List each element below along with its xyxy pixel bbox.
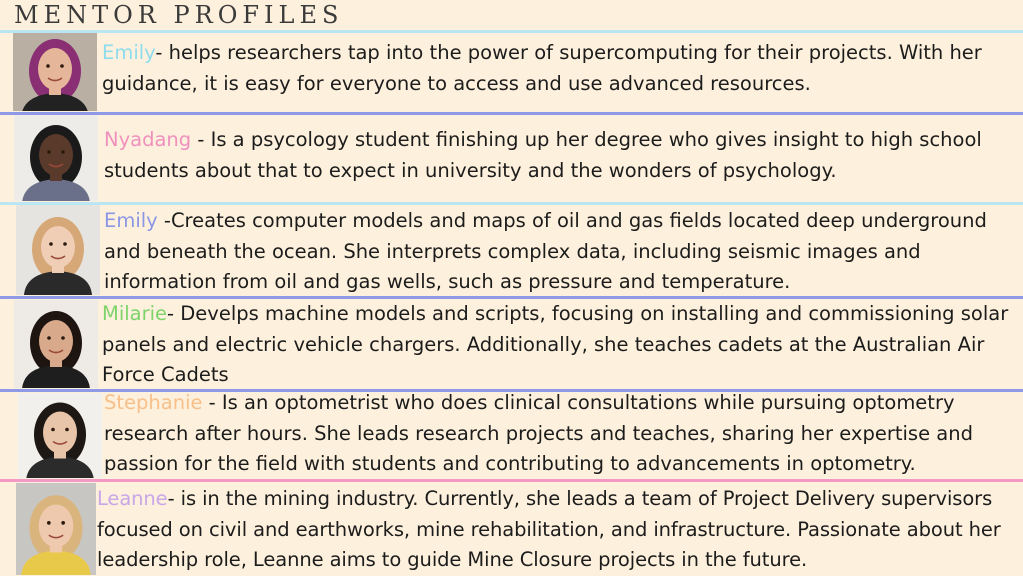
mentor-text-stephanie: - Is an optometrist who does clinical consultations while pursuing optometry research after hours. She leads research projects and teaches, sharing her expertise and passion for the field with students and contributing to advancements in optometry. (104, 391, 973, 475)
mentor-photo-leanne (16, 483, 96, 575)
divider-2 (0, 202, 1023, 205)
mentor-photo-stephanie (18, 393, 102, 478)
divider-0 (0, 30, 1023, 33)
mentor-name-emily-1: Emily (102, 41, 156, 64)
mentor-name-milarie: Milarie (102, 302, 168, 325)
mentor-photo-nyadang (14, 115, 98, 201)
mentor-description-nyadang (104, 125, 1019, 186)
portrait-image (18, 393, 102, 478)
mentor-description-emily-2 (104, 206, 1019, 298)
mentor-text-milarie: - Develps machine models and scripts, focusing on installing and commissioning solar panels and electric vehicle chargers. Additionally, she teaches cadets at the Australian Air Force Cadets (102, 302, 1009, 386)
mentor-name-nyadang: Nyadang (104, 128, 192, 151)
portrait-image (13, 33, 97, 111)
mentor-text-emily-1: - helps researchers tap into the power of supercomputing for their projects. With her guidance, it is easy for everyone to access and use advanced resources. (102, 41, 982, 95)
mentor-description-milarie (102, 299, 1019, 391)
mentor-text-leanne: - is in the mining industry. Currently, she leads a team of Project Delivery supervisors focused on civil and earthworks, mine rehabilitation, and infrastructure. Passionate about her leadership role, Leanne aims to guide Mine Closure projects in the future. (97, 487, 1001, 571)
mentor-photo-emily-2 (16, 205, 100, 295)
mentor-text-emily-2: -Creates computer models and maps of oil and gas fields located deep underground and beneath the ocean. She interprets complex data, including seismic images and information from oil and gas wells, such as pressure and temperature. (104, 209, 987, 293)
mentor-name-leanne: Leanne (97, 487, 168, 510)
mentor-description-emily-1 (102, 38, 1019, 99)
mentor-name-stephanie: Stephanie (104, 391, 203, 414)
mentor-description-leanne (97, 484, 1023, 576)
mentor-name-emily-2: Emily (104, 209, 158, 232)
divider-1 (0, 112, 1023, 115)
page-title: MENTOR PROFILES (14, 1, 344, 29)
mentor-text-nyadang: - Is a psycology student finishing up her degree who gives insight to high school students about that to expect in university and the wonders of psychology. (104, 128, 982, 182)
portrait-image (16, 205, 100, 295)
portrait-image (16, 483, 96, 575)
mentor-description-stephanie (104, 388, 1019, 480)
portrait-image (14, 300, 98, 388)
portrait-image (14, 115, 98, 201)
mentor-photo-emily-1 (13, 33, 97, 111)
mentor-photo-milarie (14, 300, 98, 388)
